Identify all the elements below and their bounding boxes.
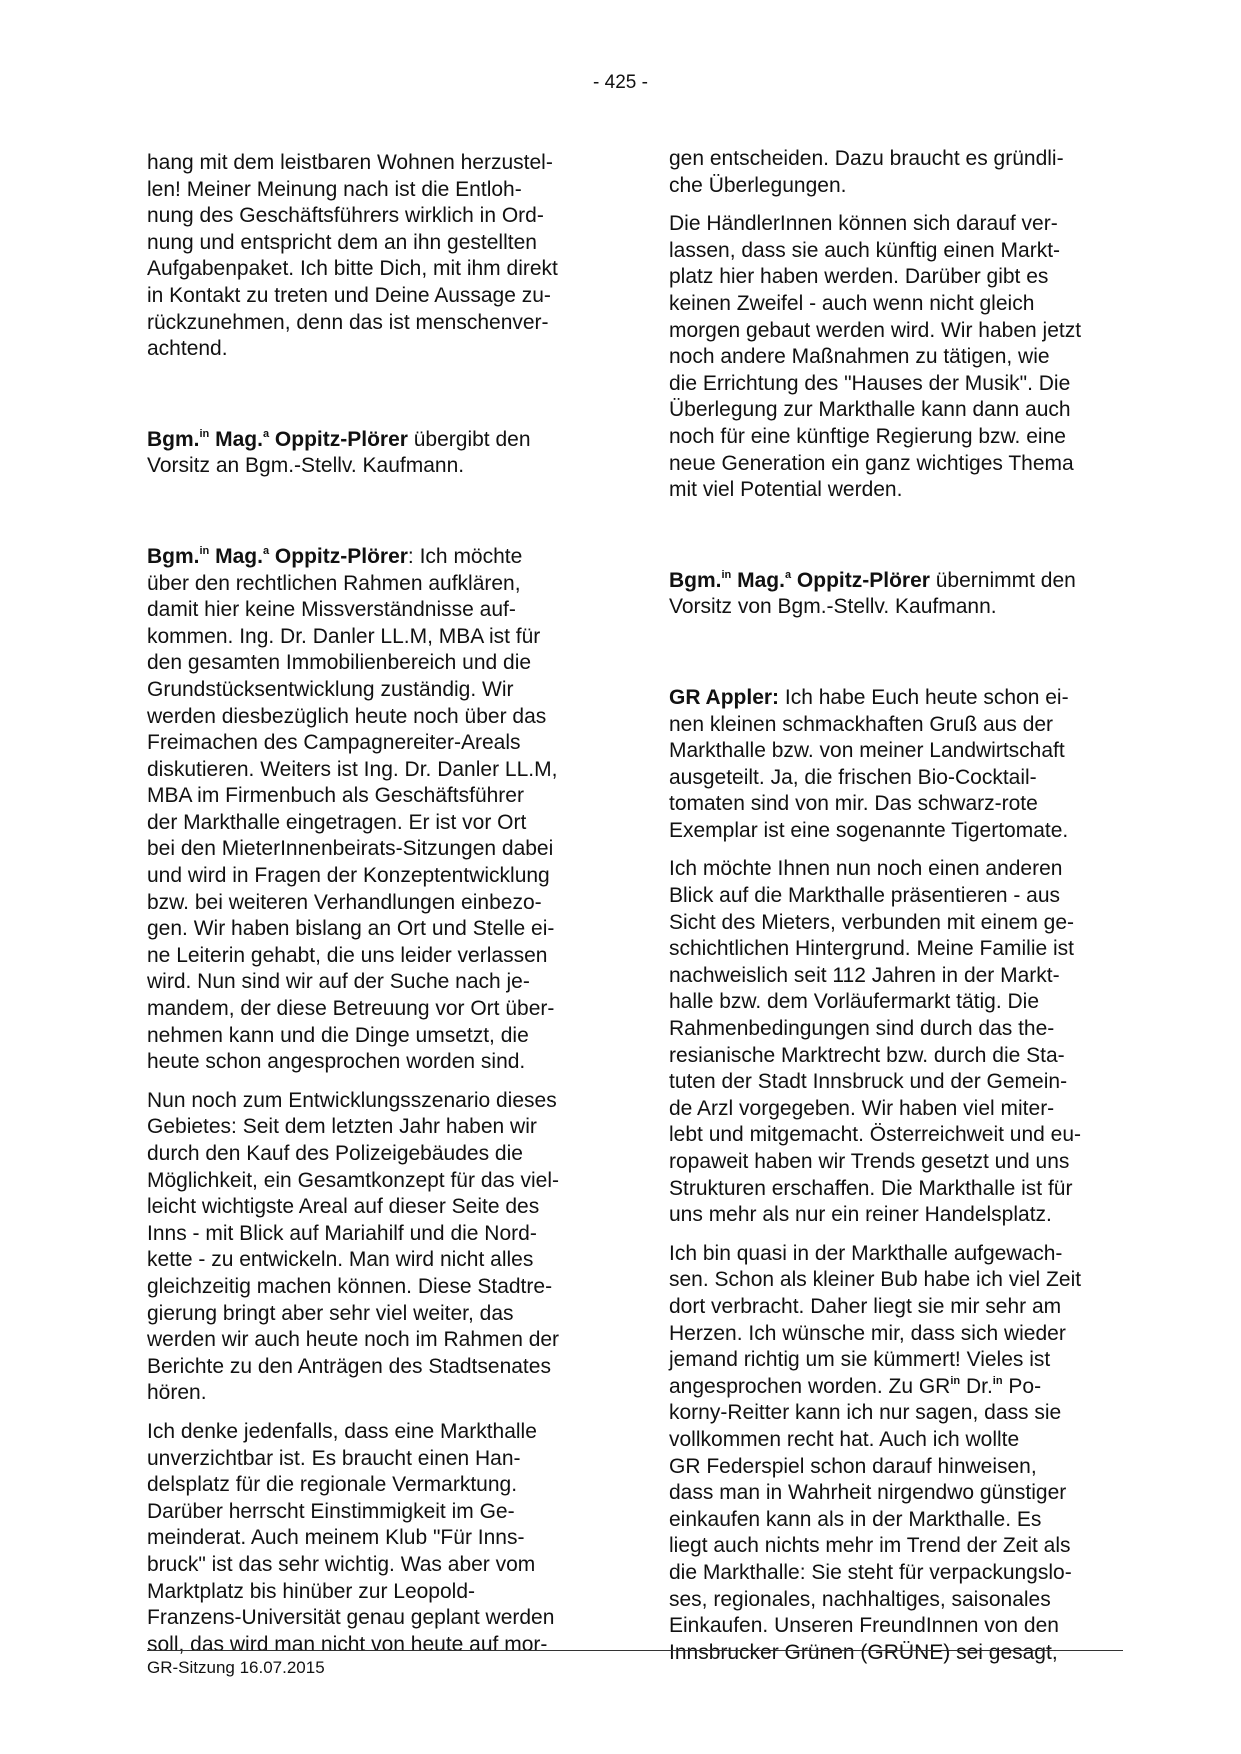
- text-line: mit viel Potential werden.: [669, 478, 903, 502]
- text-line: halle bzw. dem Vorläufermarkt tätig. Die: [669, 990, 1040, 1014]
- text-line: Gebietes: Seit dem letzten Jahr haben wir: [147, 1115, 537, 1139]
- text-line: Die HändlerInnen können sich darauf ver-: [669, 212, 1058, 236]
- text-line: Markthalle bzw. von meiner Landwirtschaft: [669, 739, 1065, 763]
- text-line: Marktplatz bis hinüber zur Leopold-: [147, 1579, 476, 1603]
- text-line: Überlegung zur Markthalle kann dann auch: [669, 398, 1071, 422]
- text-line: Ich bin quasi in der Markthalle aufgewach-: [669, 1241, 1063, 1265]
- text-line: kommen. Ing. Dr. Danler LL.M, MBA ist für: [147, 624, 541, 648]
- text-line: Blick auf die Markthalle präsentieren - aus: [669, 884, 1061, 908]
- text-line: platz hier haben werden. Darüber gibt es: [669, 265, 1049, 289]
- left-paragraph-3: [147, 1088, 599, 1407]
- text-line: keinen Zweifel - auch wenn nicht gleich: [669, 291, 1035, 315]
- text-line: che Überlegungen.: [669, 173, 847, 197]
- footer-text: GR-Sitzung 16.07.2015: [147, 1658, 325, 1677]
- text-line: Sicht des Mieters, verbunden mit einem ge-: [669, 910, 1075, 934]
- text-line: Berichte zu den Anträgen des Stadtsenates: [147, 1354, 551, 1378]
- text-line: len! Meiner Meinung nach ist die Entloh-: [147, 177, 522, 201]
- text-line: korny-Reitter kann ich nur sagen, dass sie: [669, 1401, 1062, 1425]
- text-line: nen kleinen schmackhaften Gruß aus der: [669, 712, 1054, 736]
- text-line: delsplatz für die regionale Vermarktung.: [147, 1473, 518, 1497]
- text-line: ropaweit haben wir Trends gesetzt und uns: [669, 1150, 1070, 1173]
- text-line: Einkaufen. Unseren FreundInnen von den: [669, 1614, 1059, 1638]
- text-line: mandem, der diese Betreuung vor Ort über-: [147, 997, 555, 1021]
- text-line: Ich denke jedenfalls, dass eine Markthalle: [147, 1419, 537, 1443]
- text-line: werden diesbezüglich heute noch über das: [147, 704, 547, 728]
- speaker-statement-2: GR Appler: Ich habe Euch heute schon ei- nen kleinen schmackhaften Gruß aus der Markthalle bzw. von meiner Landwirtschaft ausgeteilt. Ja, die frischen Bio-Cocktail- tomaten sind von mir. Das schwarz-rote Exemplar ist eine sogenannte Tigertomate.: [669, 685, 1123, 845]
- text-line: vollkommen recht hat. Auch ich wollte: [669, 1427, 1020, 1451]
- text-line: ne Leiterin gehabt, die uns leider verlassen: [147, 943, 548, 967]
- text-line: Exemplar ist eine sogenannte Tigertomate.: [669, 818, 1069, 842]
- text-line: nachweislich seit 112 Jahren in der Markt-: [669, 963, 1060, 987]
- text-line: noch für eine künftige Regierung bzw. eine: [669, 424, 1066, 448]
- speaker-name: Oppitz-Plörer: [791, 568, 930, 592]
- text-line: noch andere Maßnahmen zu tätigen, wie: [669, 345, 1050, 369]
- left-column: [147, 150, 599, 1670]
- text-line: leicht wichtigste Areal auf dieser Seite des: [147, 1195, 540, 1219]
- speaker-statement-1: Bgm.$^{in}$ Mag.$^a$ Oppitz-Plörer: Ich möchte über den rechtlichen Rahmen aufklären, damit hier keine Missverständnisse auf- kommen. Ing. Dr. Danler LL.M, MBA ist für den gesamten Immobilienbereich und die Grundstücksentwicklung zuständig. Wir werden diesbezüglich heute noch über das Freimachen des Campagnereiter-Areals diskutieren. Weiters ist Ing. Dr. Danler LL.M, MBA im Firmenbuch als Geschäftsführer der Markthalle eingetragen. Er ist vor Ort bei den MieterInnenbeirats-Sitzungen dabei und wird in Fragen der Konzeptentwicklung bzw. bei weiteren Verhandlungen einbezo- gen. Wir haben bislang an Ort und Stelle ei- ne Leiterin gehabt, die uns leider verlassen wird. Nun sind wir auf der Suche nach je- mandem, der diese Betreuung vor Ort über- nehmen kann und die Dinge umsetzt, die heute schon angesprochen worden sind.: [147, 544, 599, 1076]
- speaker-note-2: Bgm.$^{in}$ Mag.$^a$ Oppitz-Plörer übernimmt den Vorsitz von Bgm.-Stellv. Kaufmann.: [669, 568, 1076, 619]
- right-paragraph-5: Ich bin quasi in der Markthalle aufgewach- sen. Schon als kleiner Bub habe ich viel Zeit dort verbracht. Daher liegt sie mir sehr am Herzen. Ich wünsche mir, dass sich wieder jemand richtig um sie kümmert! Vieles ist angesprochen worden. Zu $GR^{in}$ Dr.$^{in}$ Po- korny-Reitter kann ich nur sagen, dass sie vollkommen recht hat. Auch ich wollte GR Federspiel schon darauf hinweisen, dass man in Wahrheit nirgendwo günstiger einkaufen kann als in der Markthalle. Es liegt auch nichts mehr im Trend der Zeit als die Markthalle: Sie steht für verpackungslo- ses, regionales, nachhaltiges, saisonales Einkaufen. Unseren FreundInnen von den Innsbrucker Grünen (GRÜNE) sei gesagt,: [669, 1241, 1123, 1667]
- text-line: ses, regionales, nachhaltiges, saisonales: [669, 1587, 1051, 1611]
- text-line: und wird in Fragen der Konzeptentwicklung: [147, 864, 550, 888]
- text-line: liegt auch nichts mehr im Trend der Zeit als: [669, 1534, 1071, 1558]
- text-line: resianische Marktrecht bzw. durch die Sta-: [669, 1043, 1065, 1067]
- text-line: unverzichtbar ist. Es braucht einen Han-: [147, 1446, 521, 1470]
- right-paragraph-2: [669, 211, 1123, 504]
- text-line: nung und entspricht dem an ihn gestellten: [147, 230, 537, 254]
- text-line: Strukturen erschaffen. Die Markthalle ist für: [669, 1176, 1073, 1200]
- text-line: sen. Schon als kleiner Bub habe ich viel Zeit: [669, 1268, 1082, 1292]
- speaker-name: Oppitz-Plörer: [269, 544, 408, 568]
- text-line: in Kontakt zu treten und Deine Aussage zu-: [147, 283, 551, 307]
- text-line: bzw. bei weiteren Verhandlungen einbezo-: [147, 890, 542, 914]
- text-line: gen entscheiden. Dazu braucht es gründli-: [669, 147, 1064, 170]
- text-line: jemand richtig um sie kümmert! Vieles ist: [669, 1348, 1051, 1372]
- page-number: - 425 -: [593, 72, 648, 93]
- text-line: bei den MieterInnenbeirats-Sitzungen dabei: [147, 837, 554, 861]
- text-line: dort verbracht. Daher liegt sie mir sehr am: [669, 1294, 1062, 1318]
- text-line: werden wir auch heute noch im Rahmen der: [147, 1328, 560, 1352]
- text-line: gleichzeitig machen können. Diese Stadtre-: [147, 1274, 553, 1298]
- text-line: der Markthalle eingetragen. Er ist vor Ort: [147, 810, 527, 834]
- text-line: wird. Nun sind wir auf der Suche nach je-: [147, 970, 530, 994]
- text-line: soll, das wird man nicht von heute auf mor-: [147, 1632, 548, 1656]
- speaker-title: Bgm.: [147, 427, 200, 451]
- text-line: über den rechtlichen Rahmen aufklären,: [147, 571, 521, 595]
- text-line: Möglichkeit, ein Gesamtkonzept für das viel-: [147, 1168, 560, 1192]
- text-line: Inns - mit Blick auf Mariahilf und die Nord-: [147, 1221, 537, 1245]
- text-line: hang mit dem leistbaren Wohnen herzustel-: [147, 151, 553, 174]
- text-line: Grundstücksentwicklung zuständig. Wir: [147, 677, 514, 701]
- text-line: morgen gebaut werden wird. Wir haben jetzt: [669, 318, 1082, 342]
- text-line: die Markthalle: Sie steht für verpackungslo-: [669, 1560, 1072, 1584]
- text-line: Aufgabenpaket. Ich bitte Dich, mit ihm direkt: [147, 257, 558, 281]
- text-line: gen. Wir haben bislang an Ort und Stelle ei-: [147, 917, 555, 941]
- text-line: nehmen kann und die Dinge umsetzt, die: [147, 1023, 529, 1047]
- text-line: bruck" ist das sehr wichtig. Was aber vom: [147, 1552, 536, 1576]
- right-column: [669, 146, 1123, 1678]
- text-line: hören.: [147, 1381, 207, 1405]
- text-line: heute schon angesprochen worden sind.: [147, 1050, 526, 1074]
- text-line: achtend.: [147, 337, 228, 361]
- text-line: uns mehr als nur ein reiner Handelsplatz.: [669, 1203, 1052, 1227]
- text-line: MBA im Firmenbuch als Geschäftsführer: [147, 784, 524, 808]
- text-line: Freimachen des Campagnereiter-Areals: [147, 731, 521, 755]
- text-line: tuten der Stadt Innsbruck und der Gemein-: [669, 1070, 1068, 1094]
- text-line: nung des Geschäftsführers wirklich in Ord-: [147, 204, 544, 228]
- text-line: tomaten sind von mir. Das schwarz-rote: [669, 792, 1038, 816]
- footer-rule: [147, 1650, 1123, 1651]
- right-paragraph-4: [669, 856, 1123, 1228]
- left-paragraph-4: [147, 1419, 599, 1658]
- text-line: den gesamten Immobilienbereich und die: [147, 651, 532, 675]
- text-line: Ich möchte Ihnen nun noch einen anderen: [669, 857, 1063, 881]
- text-line: dass man in Wahrheit nirgendwo günstiger: [669, 1481, 1067, 1505]
- text-line: Herzen. Ich wünsche mir, dass sich wieder: [669, 1321, 1066, 1345]
- left-paragraph-1: [147, 150, 599, 363]
- text-line: Nun noch zum Entwicklungsszenario dieses: [147, 1088, 557, 1112]
- text-line: rückzunehmen, denn das ist menschenver-: [147, 310, 549, 334]
- speaker-name: Oppitz-Plörer: [269, 427, 408, 451]
- text-line: einkaufen kann als in der Markthalle. Es: [669, 1507, 1042, 1531]
- text-line: die Errichtung des "Hauses der Musik". Die: [669, 371, 1071, 395]
- text-line: durch den Kauf des Polizeigebäudes die: [147, 1142, 523, 1165]
- text-line: de Arzl vorgegeben. Wir haben viel miter-: [669, 1096, 1055, 1120]
- text-line: meinderat. Auch meinem Klub "Für Inns-: [147, 1526, 525, 1550]
- text-line: gierung bringt aber sehr viel weiter, das: [147, 1301, 514, 1325]
- right-paragraph-1: [669, 146, 1123, 199]
- text-line: ausgeteilt. Ja, die frischen Bio-Cocktail-: [669, 765, 1037, 789]
- text-line: GR Federspiel schon darauf hinweisen,: [669, 1454, 1037, 1478]
- text-line: Innsbrucker Grünen (GRÜNE) sei gesagt,: [669, 1640, 1058, 1664]
- text-line: Darüber herrscht Einstimmigkeit im Ge-: [147, 1499, 515, 1523]
- text-line: lassen, dass sie auch künftig einen Markt-: [669, 238, 1061, 262]
- text-line: Rahmenbedingungen sind durch das the-: [669, 1017, 1055, 1041]
- text-line: schichtlichen Hintergrund. Meine Familie ist: [669, 937, 1074, 961]
- text-line: neue Generation ein ganz wichtiges Thema: [669, 451, 1074, 475]
- text-line: diskutieren. Weiters ist Ing. Dr. Danler LL.M,: [147, 757, 558, 781]
- text-line: kette - zu entwickeln. Man wird nicht alles: [147, 1248, 534, 1272]
- text-line: Franzens-Universität genau geplant werden: [147, 1606, 555, 1630]
- text-line: damit hier keine Missverständnisse auf-: [147, 598, 516, 622]
- speaker-note-1: Bgm.$^{in}$ Mag.$^a$ Oppitz-Plörer übergibt den Vorsitz an Bgm.-Stellv. Kaufmann.: [147, 427, 531, 478]
- speaker-name: GR Appler:: [669, 685, 780, 709]
- text-line: lebt und mitgemacht. Österreichweit und eu-: [669, 1123, 1082, 1147]
